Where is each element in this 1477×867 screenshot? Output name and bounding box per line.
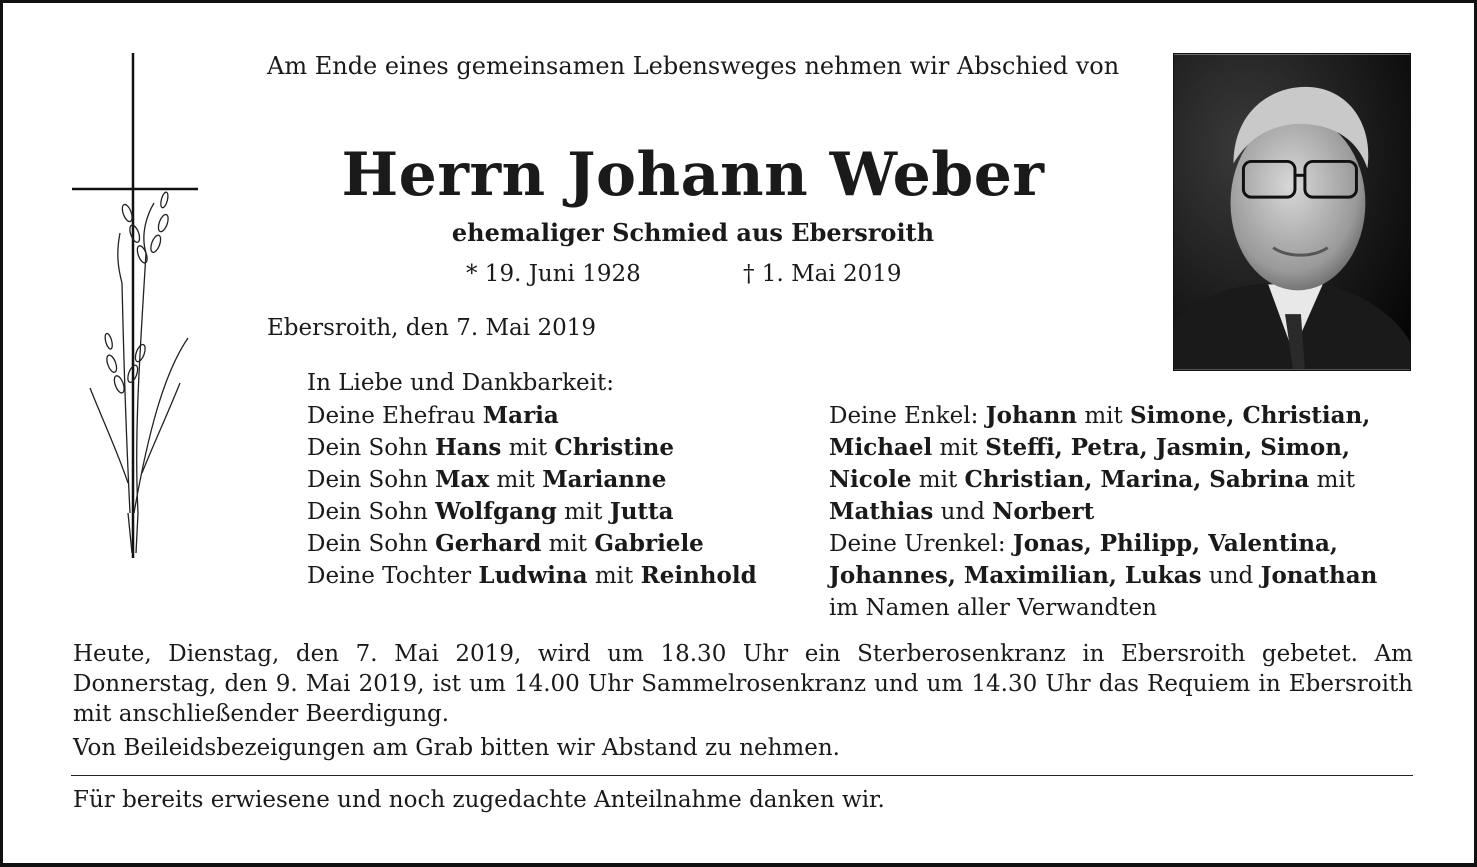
- condolence-note: Von Beileidsbezeigungen am Grab bitten wir Abstand zu nehmen.: [73, 735, 840, 761]
- service-info: [73, 639, 1413, 763]
- service-text: Heute, Dienstag, den 7. Mai 2019, wird um 18.30 Uhr ein Sterberosenkranz in Ebersroith gebetet. Am Donnerstag, den 9. Mai 2019, ist um 14.00 Uhr Sammelrosenkranz und um 14.30 Uhr das Requiem in Ebersroith mit anschließender Beerdigung.: [73, 641, 1413, 727]
- family-line: Deine Urenkel: Jonas, Philipp, Valentina,: [829, 530, 1338, 557]
- family-line: Dein Sohn Hans mit Christine: [307, 434, 674, 461]
- dateline: Ebersroith, den 7. Mai 2019: [267, 315, 596, 341]
- family-line: Dein Sohn Gerhard mit Gabriele: [307, 530, 704, 557]
- footer-thanks: Für bereits erwiesene und noch zugedachte Anteilnahme danken wir.: [73, 787, 885, 813]
- family-line: Dein Sohn Max mit Marianne: [307, 466, 667, 493]
- family-line: Johannes, Maximilian, Lukas und Jonathan: [829, 562, 1378, 589]
- divider: [71, 775, 1413, 776]
- family-line: Deine Enkel: Johann mit Simone, Christian,: [829, 402, 1371, 429]
- cross-with-wheat-icon: [68, 53, 203, 563]
- family-line: im Namen aller Verwandten: [829, 595, 1157, 621]
- deceased-name: Herrn Johann Weber: [341, 140, 1045, 210]
- family-line: Mathias und Norbert: [829, 498, 1095, 525]
- family-list-left: [307, 400, 757, 592]
- thanks-intro: In Liebe und Dankbarkeit:: [307, 370, 614, 396]
- portrait-photo: [1173, 53, 1411, 371]
- family-line: Deine Tochter Ludwina mit Reinhold: [307, 562, 757, 589]
- family-line: Nicole mit Christian, Marina, Sabrina mit: [829, 466, 1356, 493]
- intro-text: Am Ende eines gemeinsamen Lebensweges nehmen wir Abschied von: [267, 52, 1120, 80]
- family-line: Deine Ehefrau Maria: [307, 402, 559, 429]
- family-list-right: [829, 400, 1377, 624]
- family-line: Michael mit Steffi, Petra, Jasmin, Simon,: [829, 434, 1350, 461]
- deceased-occupation: ehemaliger Schmied aus Ebersroith: [451, 218, 935, 247]
- death-date: † 1. Mai 2019: [743, 261, 902, 287]
- birth-date: * 19. Juni 1928: [466, 261, 641, 287]
- family-line: Dein Sohn Wolfgang mit Jutta: [307, 498, 674, 525]
